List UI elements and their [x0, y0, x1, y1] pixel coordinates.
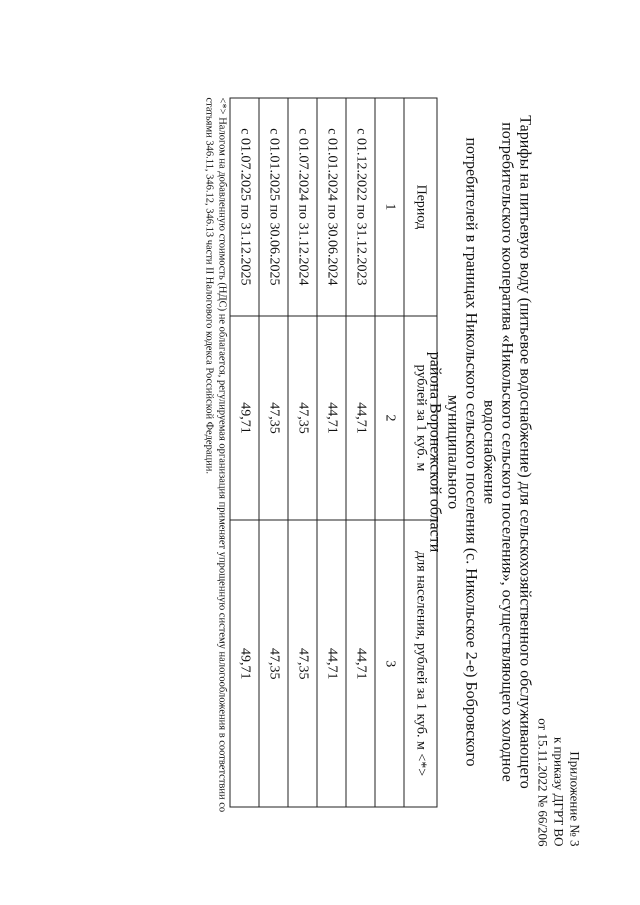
title-line-1: Тарифы на питьевую воду (питьевое водоснабжение) для сельскохозяйственного обслуживающего [516, 115, 534, 789]
price-cell: 44,71 [317, 316, 346, 521]
appendix-block [535, 718, 583, 846]
title-line-4: района Воронежской области [426, 351, 444, 553]
period-cell: с 01.01.2024 по 30.06.2024 [317, 98, 346, 316]
price-cell: 47,35 [259, 316, 288, 521]
index-cell: 3 [375, 520, 404, 807]
price-population-cell: 47,35 [288, 520, 317, 807]
table-row [230, 98, 259, 807]
table-row [288, 98, 317, 807]
period-cell: с 01.07.2024 по 31.12.2024 [288, 98, 317, 316]
table-row [317, 98, 346, 807]
price-population-cell: 44,71 [346, 520, 375, 807]
tariff-table [230, 98, 438, 808]
index-cell: 2 [375, 316, 404, 521]
footnote: <*> Налогом на добавленную стоимость (НДС) не облагается, регулируемая организация применяет упрощенную систему налогообложения в соответствии со статьями 346.11, 346.12, 346.13 части II Налогового кодекса Российской Федерации. [203, 97, 228, 813]
table-index-row [375, 98, 404, 807]
table-header-row [404, 98, 437, 807]
document-title [426, 90, 534, 815]
price-population-cell: 44,71 [317, 520, 346, 807]
page-content [1, 0, 640, 905]
header-price: рублей за 1 куб. м [404, 316, 437, 521]
appendix-number: Приложение № 3 [567, 751, 583, 847]
period-cell: с 01.12.2022 по 31.12.2023 [346, 98, 375, 316]
price-cell: 47,35 [288, 316, 317, 521]
header-price-population: для населения, рублей за 1 куб. м <*> [404, 520, 437, 807]
period-cell: с 01.07.2025 по 31.12.2025 [230, 98, 259, 316]
table-row [259, 98, 288, 807]
price-population-cell: 47,35 [259, 520, 288, 807]
document-page [1, 0, 640, 905]
header-period: Период [404, 98, 437, 316]
price-cell: 44,71 [346, 316, 375, 521]
index-cell: 1 [375, 98, 404, 316]
title-line-2: потребительского кооператива «Никольского сельского поселения», осуществляющего холодное водоснабжение [480, 122, 516, 782]
appendix-order: к приказу ДГРТ ВО [551, 736, 567, 847]
period-cell: с 01.01.2025 по 30.06.2025 [259, 98, 288, 316]
appendix-date: от 15.11.2022 № 66/206 [535, 718, 551, 847]
table-row [346, 98, 375, 807]
price-cell: 49,71 [230, 316, 259, 521]
title-line-3: потребителей в границах Никольского сельского поселения (с. Никольское 2-е) Бобровского муниципального [444, 137, 480, 767]
price-population-cell: 49,71 [230, 520, 259, 807]
